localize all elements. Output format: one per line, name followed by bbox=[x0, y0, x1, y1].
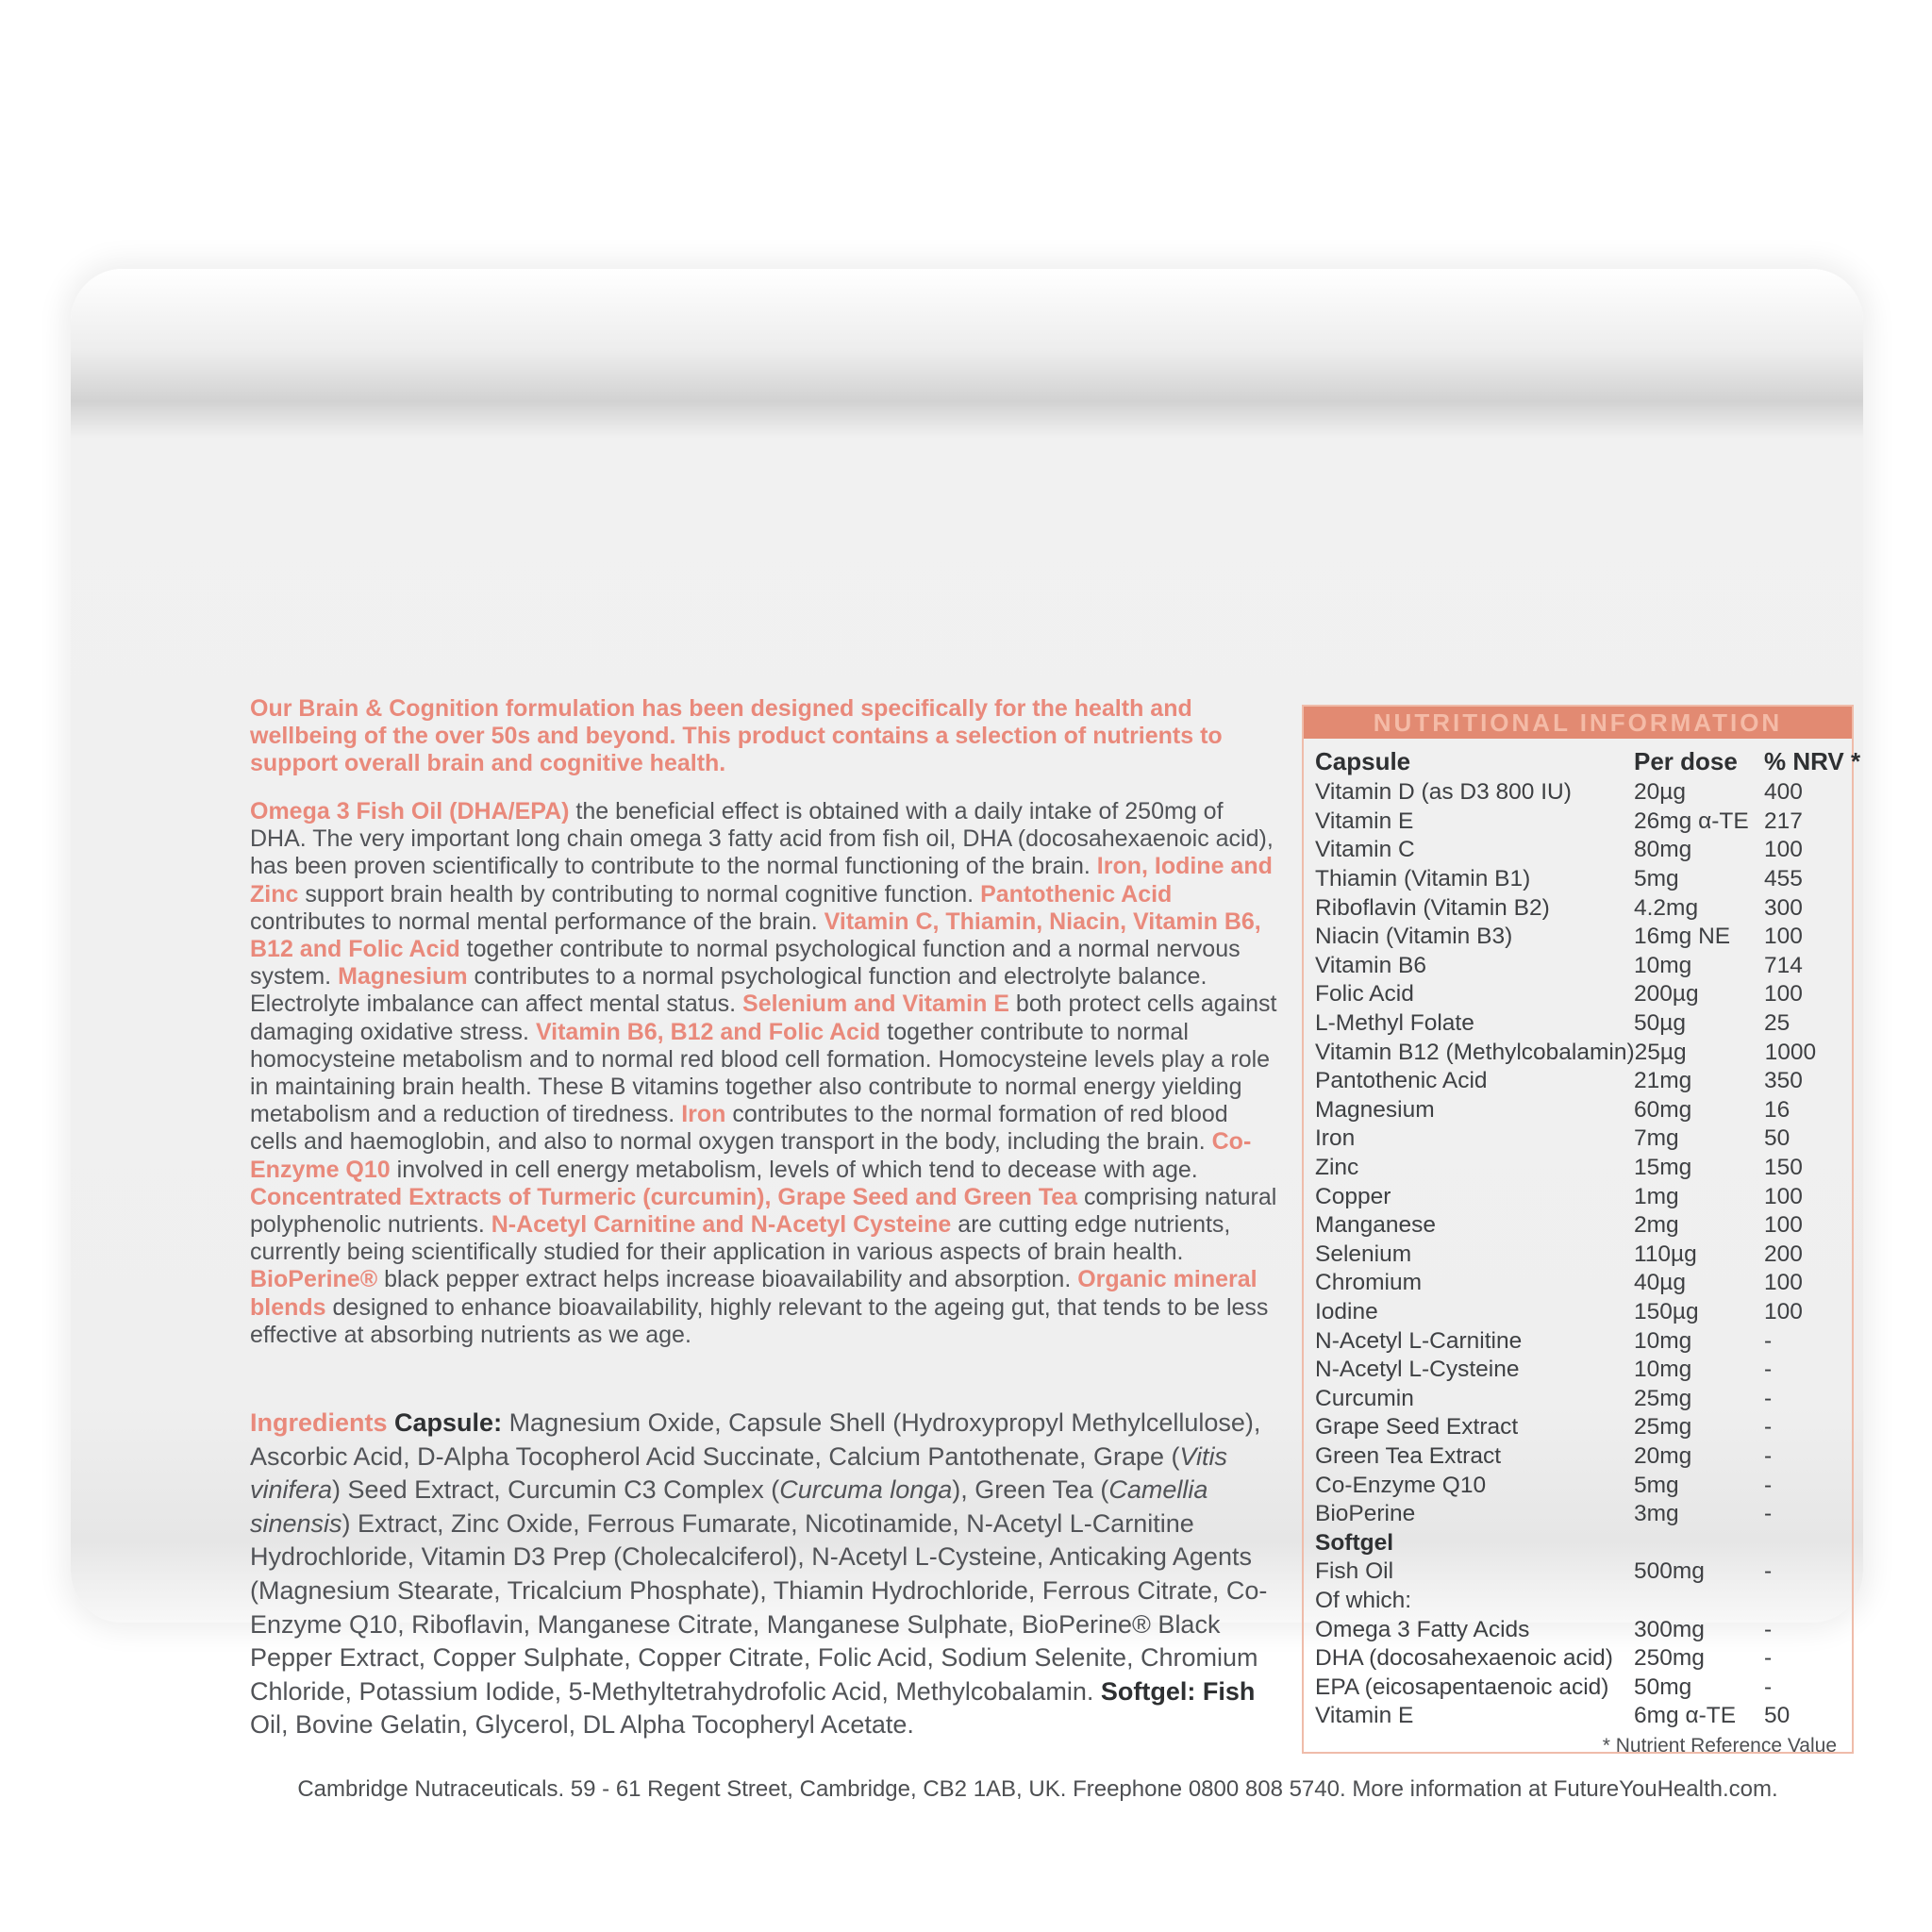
table-row bbox=[1315, 1557, 1840, 1587]
nutrient-name: Riboflavin (Vitamin B2) bbox=[1315, 894, 1550, 921]
table-row bbox=[1315, 836, 1840, 865]
table-row bbox=[1315, 1673, 1840, 1702]
nrv-value: 400 bbox=[1764, 779, 1803, 806]
text-segment: Vitis vinifera bbox=[250, 1441, 1228, 1505]
nutrient-name: Iodine bbox=[1315, 1298, 1378, 1324]
table-row bbox=[1315, 1384, 1840, 1413]
nutrient-name: Vitamin E bbox=[1315, 1703, 1414, 1729]
nutrient-name: Vitamin B12 (Methylcobalamin) bbox=[1315, 1039, 1635, 1065]
text-segment: designed to enhance bioavailability, highly relevant to the ageing gut, that tends to be less effective at absorbing nutrients as we age. bbox=[250, 1293, 1269, 1348]
table-row bbox=[1315, 1471, 1840, 1500]
nrv-value: - bbox=[1764, 1472, 1773, 1498]
per-dose-value: 10mg bbox=[1634, 1357, 1692, 1383]
text-segment: Omega 3 Fish Oil (DHA/EPA) bbox=[250, 798, 570, 824]
nutrient-name: DHA (docosahexaenoic acid) bbox=[1315, 1645, 1613, 1672]
text-segment: the beneficial effect is obtained with a daily intake of 250mg of DHA. The very important long chain omega 3 fatty acid from fish oil, DHA (docosahexaenoic acid), has been proven scientifically to contribute to the normal functioning of the brain. bbox=[250, 798, 1274, 880]
nutrient-name: Green Tea Extract bbox=[1315, 1442, 1502, 1469]
text-segment: Camellia sinensis bbox=[250, 1475, 1208, 1538]
per-dose-value: 110µg bbox=[1634, 1241, 1697, 1267]
text-segment: Magnesium Oxide, Capsule Shell (Hydroxypropyl Methylcellulose), Ascorbic Acid, D-Alpha Tocopherol Acid Succinate, Calcium Pantothenate, Grape ( bbox=[250, 1408, 1261, 1471]
per-dose-value: 60mg bbox=[1634, 1096, 1692, 1123]
nutrient-name: N-Acetyl L-Carnitine bbox=[1315, 1327, 1523, 1354]
text-segment: Pantothenic Acid bbox=[980, 880, 1173, 908]
per-dose-value: 25mg bbox=[1634, 1414, 1692, 1441]
per-dose-value: 50µg bbox=[1634, 1010, 1686, 1037]
per-dose-value: 26mg α-TE bbox=[1634, 808, 1749, 834]
col-header-per-dose: Per dose bbox=[1634, 746, 1738, 775]
nrv-value: 150 bbox=[1764, 1155, 1803, 1181]
intro-paragraph: Our Brain & Cognition formulation has been designed specifically for the health and wellbeing of the over 50s and beyond. This product contains a selection of nutrients to support overall brain and cognitive health. bbox=[250, 695, 1223, 777]
per-dose-value: 10mg bbox=[1634, 1327, 1692, 1354]
per-dose-value: 21mg bbox=[1634, 1068, 1692, 1094]
table-row bbox=[1315, 865, 1840, 894]
nutrient-name: Thiamin (Vitamin B1) bbox=[1315, 866, 1531, 892]
text-segment: Iron bbox=[681, 1101, 726, 1128]
table-row bbox=[1315, 1326, 1840, 1356]
per-dose-value: 1mg bbox=[1634, 1183, 1679, 1209]
ingredients-paragraph bbox=[250, 1407, 1283, 1742]
text-segment: contributes to normal mental performance of the brain. bbox=[250, 908, 824, 935]
table-row bbox=[1315, 1702, 1840, 1731]
nutrient-name: Zinc bbox=[1315, 1155, 1359, 1181]
nrv-value: 100 bbox=[1764, 1270, 1803, 1296]
table-row bbox=[1315, 1500, 1840, 1529]
per-dose-value: 10mg bbox=[1634, 952, 1692, 978]
table-row bbox=[1315, 980, 1840, 1009]
table-row bbox=[1315, 1154, 1840, 1183]
nutrient-name: Omega 3 Fatty Acids bbox=[1315, 1616, 1530, 1642]
table-row bbox=[1315, 778, 1840, 808]
nutrition-table-title: NUTRITIONAL INFORMATION bbox=[1304, 707, 1852, 739]
table-row bbox=[1315, 1096, 1840, 1125]
text-segment: together contribute to normal homocysteine metabolism and to normal red blood cell formation. Homocysteine levels play a role in maintaining brain health. These B vitamins together also contribute to normal energy yielding metabolism and a reduction of tiredness. bbox=[250, 1018, 1271, 1128]
text-segment: ) Seed Extract, Curcumin C3 Complex ( bbox=[332, 1475, 780, 1505]
table-row bbox=[1315, 1124, 1840, 1154]
table-row bbox=[1315, 1356, 1840, 1385]
nrv-value: - bbox=[1764, 1357, 1773, 1383]
per-dose-value: 5mg bbox=[1634, 1472, 1679, 1498]
nrv-value: 50 bbox=[1764, 1125, 1790, 1152]
nutrient-name: Vitamin B6 bbox=[1315, 952, 1427, 978]
table-row bbox=[1315, 1182, 1840, 1211]
product-label-card bbox=[71, 269, 1863, 1802]
per-dose-value: 50mg bbox=[1634, 1674, 1692, 1700]
table-row bbox=[1315, 1644, 1840, 1674]
nutrient-name: Softgel bbox=[1315, 1529, 1394, 1556]
table-row bbox=[1315, 1009, 1840, 1039]
nutrient-name: EPA (eicosapentaenoic acid) bbox=[1315, 1674, 1609, 1700]
text-segment: N-Acetyl Carnitine and N-Acetyl Cysteine bbox=[491, 1211, 952, 1239]
per-dose-value: 2mg bbox=[1634, 1212, 1679, 1239]
nrv-value: - bbox=[1764, 1558, 1773, 1585]
text-segment: Oil, Bovine Gelatin, Glycerol, DL Alpha Tocopheryl Acetate. bbox=[250, 1710, 914, 1740]
nutrient-name: Vitamin C bbox=[1315, 837, 1415, 863]
text-segment: Curcuma longa bbox=[779, 1475, 953, 1505]
nrv-value: 100 bbox=[1764, 1212, 1803, 1239]
text-segment: Softgel: Fish bbox=[1100, 1676, 1256, 1706]
nrv-value: 217 bbox=[1764, 808, 1803, 834]
per-dose-value: 80mg bbox=[1634, 837, 1692, 863]
nutrient-name: BioPerine bbox=[1315, 1501, 1416, 1527]
text-segment: are cutting edge nutrients, currently being scientifically studied for their application in various aspects of brain health. bbox=[250, 1211, 1231, 1266]
nrv-value: 1000 bbox=[1764, 1039, 1817, 1065]
per-dose-value: 3mg bbox=[1634, 1501, 1679, 1527]
nrv-value: 300 bbox=[1764, 894, 1803, 921]
manufacturer-address: Cambridge Nutraceuticals. 59 - 61 Regent Street, Cambridge, CB2 1AB, UK. Freephone 0800 808 5740. More information at FutureYouHealth.com. bbox=[297, 1776, 1778, 1802]
nrv-value: - bbox=[1764, 1674, 1773, 1700]
nutrient-name: Selenium bbox=[1315, 1241, 1412, 1267]
text-segment: Capsule: bbox=[394, 1408, 503, 1437]
nutrient-name: Manganese bbox=[1315, 1212, 1437, 1239]
per-dose-value: 20mg bbox=[1634, 1442, 1692, 1469]
nrv-footnote: * Nutrient Reference Value bbox=[1602, 1734, 1837, 1757]
nrv-value: 100 bbox=[1764, 1298, 1803, 1324]
text-segment: Concentrated Extracts of Turmeric (curcumin), Grape Seed and Green Tea bbox=[250, 1183, 1078, 1210]
nrv-value: 50 bbox=[1764, 1703, 1790, 1729]
nutrient-name: L-Methyl Folate bbox=[1315, 1010, 1474, 1037]
text-segment: Ingredients bbox=[250, 1408, 395, 1437]
per-dose-value: 25mg bbox=[1634, 1385, 1692, 1411]
nutrition-rows bbox=[1315, 778, 1840, 1731]
text-segment: Selenium and Vitamin E bbox=[742, 991, 1009, 1018]
table-row bbox=[1315, 1528, 1840, 1557]
per-dose-value: 25µg bbox=[1634, 1039, 1687, 1065]
text-segment: comprising natural polyphenolic nutrients. bbox=[250, 1183, 1277, 1239]
nrv-value: - bbox=[1764, 1385, 1773, 1411]
text-segment: ), Green Tea ( bbox=[952, 1475, 1109, 1505]
nrv-value: 350 bbox=[1764, 1068, 1803, 1094]
nutrient-name: Niacin (Vitamin B3) bbox=[1315, 924, 1513, 950]
per-dose-value: 4.2mg bbox=[1634, 894, 1699, 921]
per-dose-value: 40µg bbox=[1634, 1270, 1686, 1296]
text-segment: Vitamin B6, B12 and Folic Acid bbox=[535, 1018, 881, 1045]
per-dose-value: 15mg bbox=[1634, 1155, 1692, 1181]
text-segment: Co-Enzyme Q10 bbox=[250, 1128, 1252, 1183]
nrv-value: 100 bbox=[1764, 981, 1803, 1008]
table-row bbox=[1315, 1615, 1840, 1644]
nutrient-name: Vitamin E bbox=[1315, 808, 1414, 834]
nutrient-name: Copper bbox=[1315, 1183, 1391, 1209]
text-segment: together contribute to normal psychological function and a normal nervous system. bbox=[250, 936, 1241, 991]
text-segment: contributes to the normal formation of red blood cells and haemoglobin, and also to normal oxygen transport in the body, including the brain. bbox=[250, 1101, 1228, 1156]
nrv-value: - bbox=[1764, 1327, 1773, 1354]
nrv-value: 714 bbox=[1764, 952, 1803, 978]
nutrient-name: Magnesium bbox=[1315, 1096, 1435, 1123]
nutrient-name: Iron bbox=[1315, 1125, 1356, 1152]
nutrient-name: N-Acetyl L-Cysteine bbox=[1315, 1357, 1520, 1383]
table-row bbox=[1315, 808, 1840, 837]
text-segment: contributes to a normal psychological function and electrolyte balance. Electrolyte imbalance can affect mental status. bbox=[250, 963, 1208, 1018]
table-row bbox=[1315, 1587, 1840, 1616]
nrv-value: 100 bbox=[1764, 1183, 1803, 1209]
nutrient-name: Folic Acid bbox=[1315, 981, 1414, 1008]
table-row bbox=[1315, 1038, 1840, 1067]
text-segment: black pepper extract helps increase bioavailability and absorption. bbox=[377, 1266, 1078, 1293]
nutrition-table-body bbox=[1304, 739, 1861, 1757]
nrv-value: - bbox=[1764, 1442, 1773, 1469]
text-segment: BioPerine® bbox=[250, 1266, 378, 1293]
table-row bbox=[1315, 1067, 1840, 1096]
nrv-value: 455 bbox=[1764, 866, 1803, 892]
nrv-value: 25 bbox=[1764, 1010, 1790, 1037]
per-dose-value: 300mg bbox=[1634, 1616, 1705, 1642]
col-header-nrv: % NRV * bbox=[1764, 746, 1861, 775]
nutrition-table bbox=[1302, 705, 1861, 1757]
table-column-headers bbox=[1315, 744, 1861, 778]
per-dose-value: 150µg bbox=[1634, 1298, 1699, 1324]
text-segment: support brain health by contributing to normal cognitive function. bbox=[298, 880, 981, 908]
text-segment: Vitamin C, Thiamin, Niacin, Vitamin B6, B12 and Folic Acid bbox=[250, 908, 1261, 963]
table-row bbox=[1315, 893, 1840, 923]
per-dose-value: 20µg bbox=[1634, 779, 1686, 806]
text-segment: both protect cells against damaging oxidative stress. bbox=[250, 991, 1277, 1045]
nrv-value: - bbox=[1764, 1414, 1773, 1441]
nutrient-name: Chromium bbox=[1315, 1270, 1422, 1296]
nutrient-name: Of which: bbox=[1315, 1587, 1412, 1613]
text-segment: involved in cell energy metabolism, levels of which tend to decease with age. bbox=[390, 1156, 1198, 1183]
nrv-value: 100 bbox=[1764, 924, 1803, 950]
text-segment: Iron, Iodine and Zinc bbox=[250, 853, 1273, 908]
table-row bbox=[1315, 1211, 1840, 1241]
table-row bbox=[1315, 1298, 1840, 1327]
nrv-value: 200 bbox=[1764, 1241, 1803, 1267]
nutrient-name: Vitamin D (as D3 800 IU) bbox=[1315, 779, 1572, 806]
table-row bbox=[1315, 923, 1840, 952]
table-row bbox=[1315, 1241, 1840, 1270]
per-dose-value: 6mg α-TE bbox=[1634, 1703, 1737, 1729]
col-header-capsule: Capsule bbox=[1315, 746, 1411, 775]
table-row bbox=[1315, 1413, 1840, 1442]
nrv-value: - bbox=[1764, 1616, 1773, 1642]
text-segment: Organic mineral blends bbox=[250, 1266, 1257, 1321]
per-dose-value: 5mg bbox=[1634, 866, 1679, 892]
per-dose-value: 500mg bbox=[1634, 1558, 1705, 1585]
text-segment: ) Extract, Zinc Oxide, Ferrous Fumarate, Nicotinamide, N-Acetyl L-Carnitine Hydrochloride, Vitamin D3 Prep (Cholecalciferol), N-Acetyl L-Cysteine, Anticaking Agents (Magnesium Stearate, Tricalcium Phosphate), Thiamin Hydrochloride, Ferrous Citrate, Co-Enzyme Q10, Riboflavin, Manganese Citrate, Manganese Sulphate, BioPerine® Black Pepper Extract, Copper Sulphate, Copper Citrate, Folic Acid, Sodium Selenite, Chromium Chloride, Potassium Iodide, 5-Methyltetrahydrofolic Acid, Methylcobalamin. bbox=[250, 1508, 1268, 1706]
table-row bbox=[1315, 1442, 1840, 1472]
nutrient-name: Curcumin bbox=[1315, 1385, 1414, 1411]
nutrient-name: Grape Seed Extract bbox=[1315, 1414, 1519, 1441]
table-row bbox=[1315, 1269, 1840, 1298]
table-row bbox=[1315, 952, 1840, 981]
nutrient-name: Pantothenic Acid bbox=[1315, 1068, 1488, 1094]
per-dose-value: 250mg bbox=[1634, 1645, 1705, 1672]
per-dose-value: 16mg NE bbox=[1634, 924, 1731, 950]
nutrient-name: Fish Oil bbox=[1315, 1558, 1394, 1585]
nrv-value: - bbox=[1764, 1501, 1773, 1527]
text-segment: Magnesium bbox=[338, 963, 468, 991]
nutrient-name: Co-Enzyme Q10 bbox=[1315, 1472, 1487, 1498]
nrv-value: 16 bbox=[1764, 1096, 1790, 1123]
nrv-value: 100 bbox=[1764, 837, 1803, 863]
per-dose-value: 200µg bbox=[1634, 981, 1699, 1008]
per-dose-value: 7mg bbox=[1634, 1125, 1679, 1152]
description-paragraph bbox=[250, 798, 1278, 1349]
nrv-value: - bbox=[1764, 1645, 1773, 1672]
